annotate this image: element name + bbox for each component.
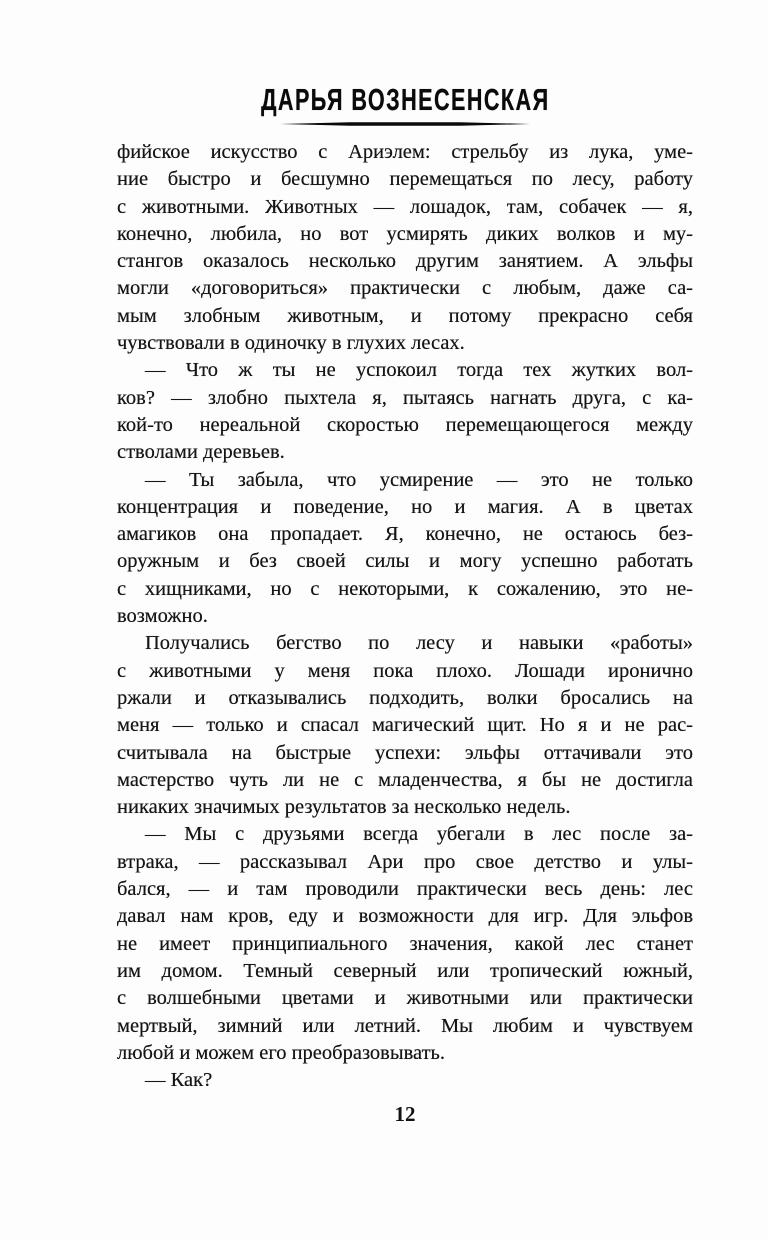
page-number: 12: [394, 1102, 416, 1126]
page-body-text: [117, 139, 693, 1094]
text-line: амагиков она пропадает. Я, конечно, не остаюсь без-: [117, 523, 693, 546]
text-line: с животными у меня пока плохо. Лошади иронично: [117, 659, 693, 682]
text-line: конечно, любила, но вот усмирять диких волков и му-: [117, 222, 693, 245]
text-line: стангов оказалось несколько другим занятием. А эльфы: [117, 250, 693, 273]
paragraph: [117, 821, 693, 1067]
text-line: ков? — злобно пыхтела я, пытаясь нагнать друга, с ка-: [117, 386, 693, 409]
text-line: концентрация и поведение, но и магия. А в цветах: [117, 495, 693, 518]
running-head: [117, 83, 693, 118]
text-line: стволами деревьев.: [117, 441, 285, 464]
header-divider: [117, 120, 693, 138]
text-line: — Мы с друзьями всегда убегали в лес после за-: [145, 823, 693, 846]
text-line: мастерство чуть ли не с младенчества, я бы не достигла: [117, 768, 693, 791]
paragraph: [117, 139, 693, 357]
text-line: с животными. Животных — лошадок, там, собачек — я,: [117, 195, 693, 218]
text-line: кой-то нереальной скоростью перемещающегося между: [117, 413, 693, 436]
text-line: могли «договориться» практически с любым, даже са-: [117, 277, 693, 300]
text-line: с хищниками, но с некоторыми, к сожалению, это не-: [117, 577, 693, 600]
text-line: считывала на быстрые успехи: эльфы оттачивали это: [117, 741, 693, 764]
text-line: Получались бегство по лесу и навыки «работы»: [145, 632, 693, 655]
text-line: меня — только и спасал магический щит. Но я и не рас-: [117, 714, 693, 737]
paragraph: [117, 357, 693, 466]
author-name: ДАРЬЯ ВОЗНЕСЕНСКАЯ: [260, 83, 550, 118]
text-line: любой и можем его преобразовывать.: [117, 1041, 446, 1064]
text-line: втрака, — рассказывал Ари про свое детство и улы-: [117, 850, 693, 873]
text-line: — Ты забыла, что усмирение — это не только: [145, 468, 693, 491]
paragraph: [117, 1067, 693, 1094]
text-line: мым злобным животным, и потому прекрасно себя: [117, 304, 693, 327]
text-line: возможно.: [117, 605, 208, 628]
text-line: мертвый, зимний или летний. Мы любим и чувствуем: [117, 1014, 693, 1037]
text-line: не имеет принципиального значения, какой лес станет: [117, 932, 693, 955]
text-line: им домом. Темный северный или тропический южный,: [117, 959, 693, 982]
text-line: — Что ж ты не успокоил тогда тех жутких вол-: [145, 359, 693, 382]
text-line: с волшебными цветами и животными или практически: [117, 987, 693, 1010]
text-line: никаких значимых результатов за несколько недель.: [117, 796, 571, 819]
text-line: — Как?: [145, 1069, 213, 1092]
paragraph: [117, 630, 693, 821]
text-line: бался, — и там проводили практически весь день: лес: [117, 878, 693, 901]
divider-ornament-icon: [280, 120, 530, 128]
paragraph: [117, 467, 693, 631]
text-line: давал нам кров, еду и возможности для игр. Для эльфов: [117, 905, 693, 928]
text-line: ржали и отказывались подходить, волки бросались на: [117, 686, 693, 709]
text-line: оружным и без своей силы и могу успешно работать: [117, 550, 693, 573]
text-line: фийское искусство с Ариэлем: стрельбу из лука, уме-: [117, 141, 693, 163]
text-line: ние быстро и бесшумно перемещаться по лесу, работу: [117, 168, 693, 191]
text-line: чувствовали в одиночку в глухих лесах.: [117, 332, 465, 355]
